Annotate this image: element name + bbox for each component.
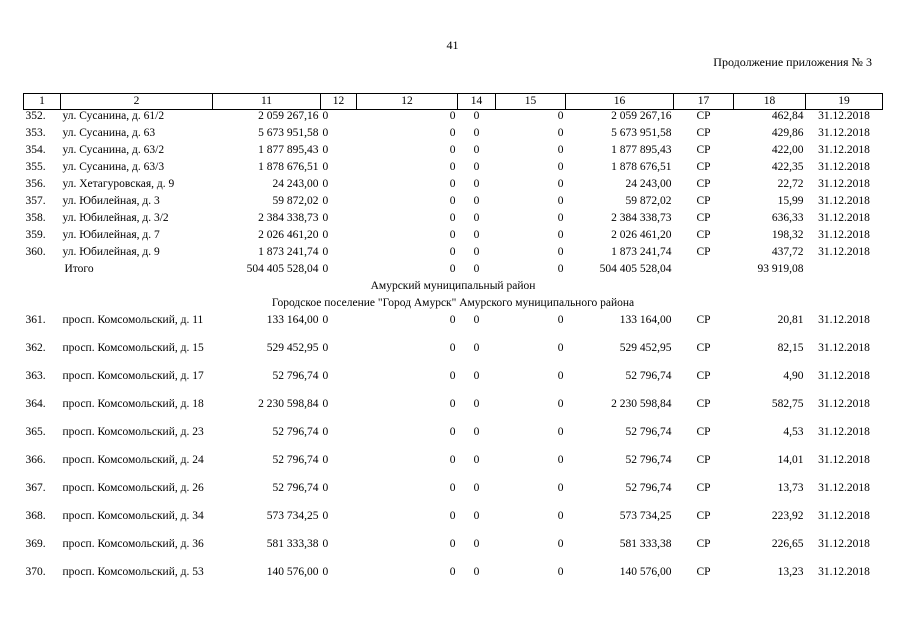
cell-amount: 140 576,00: [619, 566, 672, 578]
cell-value: 0: [557, 566, 564, 578]
cell-address: ул. Юбилейная, д. 7: [62, 229, 160, 241]
cell-value: 0: [557, 510, 564, 522]
cell-value: 0: [557, 195, 564, 207]
settlement-heading: Городское поселение "Город Амурск" Амурского муниципального района: [271, 297, 635, 309]
cell-row-number: 353.: [25, 127, 46, 139]
cell-value: 0: [322, 246, 329, 258]
cell-value: 0: [473, 246, 480, 258]
cell-row-number: 370.: [25, 566, 46, 578]
cell-category: СР: [696, 144, 711, 156]
cell-category: СР: [696, 246, 711, 258]
cell-amount: 5 673 951,58: [611, 127, 672, 139]
cell-area: 13,73: [777, 482, 804, 494]
cell-value: 0: [473, 127, 480, 139]
cell-value: 0: [322, 454, 329, 466]
col-header: 14: [458, 94, 496, 110]
cell-row-number: 365.: [25, 426, 46, 438]
cell-value: 0: [557, 482, 564, 494]
table-row: [24, 178, 883, 195]
cell-area: 582,75: [771, 398, 804, 410]
cell-date: 31.12.2018: [818, 538, 870, 550]
cell-address: ул. Юбилейная, д. 3/2: [62, 212, 169, 224]
cell-value: 0: [449, 178, 456, 190]
cell-date: 31.12.2018: [818, 161, 870, 173]
cell-category: СР: [696, 229, 711, 241]
cell-value: 0: [322, 398, 329, 410]
cell-category: СР: [696, 110, 711, 122]
cell-value: 0: [473, 161, 480, 173]
total-cell: [674, 263, 734, 280]
cell-category: СР: [696, 161, 711, 173]
col-header: 2: [61, 94, 213, 110]
appendix-note: Продолжение приложения № 3: [713, 55, 872, 69]
col-header: 11: [213, 94, 321, 110]
district-heading: Амурский муниципальный район: [370, 280, 536, 292]
cell-value: 0: [473, 566, 480, 578]
cell-address: просп. Комсомольский, д. 18: [62, 398, 204, 410]
cell-amount: 52 796,74: [272, 482, 319, 494]
cell-address: просп. Комсомольский, д. 11: [62, 314, 204, 326]
cell-area: 636,33: [771, 212, 804, 224]
cell-area: 226,65: [771, 538, 804, 550]
cell-value: 0: [557, 538, 564, 550]
cell-area: 14,01: [777, 454, 804, 466]
cell-amount: 52 796,74: [625, 482, 672, 494]
table-row: [24, 144, 883, 161]
cell-amount: 2 026 461,20: [258, 229, 319, 241]
cell-amount: 5 673 951,58: [258, 127, 319, 139]
cell-address: просп. Комсомольский, д. 53: [62, 566, 204, 578]
cell-amount: 573 734,25: [266, 510, 319, 522]
cell-category: СР: [696, 342, 711, 354]
cell-category: СР: [696, 314, 711, 326]
cell-amount: 133 164,00: [266, 314, 319, 326]
cell-amount: 2 384 338,73: [611, 212, 672, 224]
cell-amount: 2 059 267,16: [611, 110, 672, 122]
cell-value: 0: [473, 538, 480, 550]
cell-value: 0: [473, 212, 480, 224]
cell-address: ул. Юбилейная, д. 9: [62, 246, 160, 258]
cell-value: 0: [557, 127, 564, 139]
cell-value: 0: [322, 127, 329, 139]
total-cell: [24, 263, 61, 280]
cell-value: 0: [322, 370, 329, 382]
cell-value: 0: [322, 426, 329, 438]
cell-value: 0: [449, 314, 456, 326]
cell-category: СР: [696, 538, 711, 550]
cell-value: 0: [449, 246, 456, 258]
cell-value: 0: [322, 144, 329, 156]
cell-address: ул. Сусанина, д. 63/2: [62, 144, 165, 156]
cell-address: ул. Сусанина, д. 61/2: [62, 110, 165, 122]
cell-amount: 52 796,74: [625, 370, 672, 382]
cell-amount: 52 796,74: [625, 454, 672, 466]
cell-area: 429,86: [771, 127, 804, 139]
cell-date: 31.12.2018: [818, 127, 870, 139]
table-row: [24, 538, 883, 566]
cell-address: ул. Сусанина, д. 63: [62, 127, 156, 139]
cell-value: 0: [557, 398, 564, 410]
cell-date: 31.12.2018: [818, 510, 870, 522]
cell-date: 31.12.2018: [818, 398, 870, 410]
data-table: [23, 93, 883, 594]
cell-date: 31.12.2018: [818, 426, 870, 438]
cell-row-number: 356.: [25, 178, 46, 190]
total-cell: [806, 263, 883, 280]
table-row: [24, 482, 883, 510]
cell-value: 0: [322, 161, 329, 173]
col-header: 12: [321, 94, 357, 110]
cell-value: 0: [449, 110, 456, 122]
cell-date: 31.12.2018: [818, 454, 870, 466]
cell-row-number: 367.: [25, 482, 46, 494]
table-row: [24, 212, 883, 229]
total-cell: 0: [557, 263, 564, 275]
cell-value: 0: [473, 178, 480, 190]
cell-row-number: 363.: [25, 370, 46, 382]
cell-row-number: 362.: [25, 342, 46, 354]
cell-row-number: 369.: [25, 538, 46, 550]
cell-value: 0: [449, 127, 456, 139]
col-header: 1: [24, 94, 61, 110]
cell-value: 0: [449, 426, 456, 438]
cell-value: 0: [557, 212, 564, 224]
cell-area: 22,72: [777, 178, 804, 190]
cell-value: 0: [557, 161, 564, 173]
cell-date: 31.12.2018: [818, 246, 870, 258]
cell-value: 0: [449, 482, 456, 494]
cell-amount: 1 877 895,43: [258, 144, 319, 156]
total-cell: 0: [449, 263, 456, 275]
col-header: 18: [734, 94, 806, 110]
total-row: [24, 263, 883, 280]
cell-value: 0: [449, 566, 456, 578]
cell-value: 0: [557, 229, 564, 241]
table-row: [24, 246, 883, 263]
cell-value: 0: [449, 398, 456, 410]
cell-value: 0: [449, 538, 456, 550]
cell-address: просп. Комсомольский, д. 36: [62, 538, 204, 550]
cell-date: 31.12.2018: [818, 212, 870, 224]
cell-amount: 529 452,95: [619, 342, 672, 354]
cell-value: 0: [557, 110, 564, 122]
cell-amount: 2 230 598,84: [258, 398, 319, 410]
cell-category: СР: [696, 178, 711, 190]
cell-category: СР: [696, 454, 711, 466]
table-row: [24, 370, 883, 398]
cell-date: 31.12.2018: [818, 195, 870, 207]
total-cell: 93 919,08: [757, 263, 804, 275]
cell-amount: 59 872,02: [272, 195, 319, 207]
table-row: [24, 342, 883, 370]
cell-category: СР: [696, 426, 711, 438]
col-header: 15: [496, 94, 566, 110]
table-row: [24, 195, 883, 212]
cell-amount: 2 230 598,84: [611, 398, 672, 410]
cell-value: 0: [322, 212, 329, 224]
cell-value: 0: [557, 370, 564, 382]
cell-value: 0: [557, 144, 564, 156]
total-cell: 0: [473, 263, 480, 275]
cell-row-number: 360.: [25, 246, 46, 258]
cell-area: 4,90: [783, 370, 804, 382]
cell-row-number: 364.: [25, 398, 46, 410]
cell-amount: 1 877 895,43: [611, 144, 672, 156]
cell-category: СР: [696, 482, 711, 494]
header-row: [24, 94, 883, 110]
cell-amount: 133 164,00: [619, 314, 672, 326]
table-row: [24, 510, 883, 538]
col-header: 16: [566, 94, 674, 110]
total-cell: 0: [322, 263, 329, 275]
cell-value: 0: [449, 144, 456, 156]
cell-date: 31.12.2018: [818, 566, 870, 578]
cell-row-number: 361.: [25, 314, 46, 326]
district-row: [24, 280, 883, 297]
cell-amount: 2 026 461,20: [611, 229, 672, 241]
cell-value: 0: [557, 246, 564, 258]
cell-value: 0: [473, 144, 480, 156]
cell-row-number: 354.: [25, 144, 46, 156]
cell-amount: 2 384 338,73: [258, 212, 319, 224]
cell-area: 13,23: [777, 566, 804, 578]
cell-amount: 24 243,00: [272, 178, 319, 190]
cell-row-number: 358.: [25, 212, 46, 224]
cell-area: 4,53: [783, 426, 804, 438]
cell-value: 0: [473, 314, 480, 326]
cell-area: 198,32: [771, 229, 804, 241]
cell-value: 0: [322, 314, 329, 326]
cell-value: 0: [322, 510, 329, 522]
cell-amount: 52 796,74: [272, 426, 319, 438]
cell-amount: 52 796,74: [625, 426, 672, 438]
cell-area: 437,72: [771, 246, 804, 258]
cell-amount: 573 734,25: [619, 510, 672, 522]
page-number: 41: [446, 38, 459, 52]
cell-value: 0: [322, 482, 329, 494]
cell-address: ул. Хетагуровская, д. 9: [62, 178, 175, 190]
cell-area: 82,15: [777, 342, 804, 354]
cell-address: ул. Юбилейная, д. 3: [62, 195, 160, 207]
cell-value: 0: [449, 161, 456, 173]
cell-row-number: 352.: [25, 110, 46, 122]
cell-category: СР: [696, 195, 711, 207]
cell-value: 0: [449, 195, 456, 207]
cell-amount: 2 059 267,16: [258, 110, 319, 122]
cell-value: 0: [449, 342, 456, 354]
cell-amount: 1 873 241,74: [611, 246, 672, 258]
cell-amount: 581 333,38: [266, 538, 319, 550]
cell-value: 0: [557, 454, 564, 466]
table-row: [24, 566, 883, 594]
cell-area: 223,92: [771, 510, 804, 522]
cell-area: 462,84: [771, 110, 804, 122]
total-cell: 504 405 528,04: [246, 263, 319, 275]
total-label: Итого: [64, 263, 94, 275]
cell-amount: 581 333,38: [619, 538, 672, 550]
cell-date: 31.12.2018: [818, 178, 870, 190]
cell-category: СР: [696, 510, 711, 522]
cell-value: 0: [322, 342, 329, 354]
cell-value: 0: [473, 195, 480, 207]
cell-amount: 52 796,74: [272, 454, 319, 466]
cell-value: 0: [557, 178, 564, 190]
cell-value: 0: [557, 426, 564, 438]
cell-category: СР: [696, 398, 711, 410]
cell-date: 31.12.2018: [818, 482, 870, 494]
cell-value: 0: [473, 510, 480, 522]
cell-value: 0: [322, 110, 329, 122]
cell-address: просп. Комсомольский, д. 15: [62, 342, 204, 354]
cell-date: 31.12.2018: [818, 229, 870, 241]
total-cell: 504 405 528,04: [599, 263, 672, 275]
cell-area: 422,35: [771, 161, 804, 173]
cell-row-number: 355.: [25, 161, 46, 173]
cell-value: 0: [473, 229, 480, 241]
cell-address: просп. Комсомольский, д. 24: [62, 454, 204, 466]
cell-area: 20,81: [777, 314, 804, 326]
cell-category: СР: [696, 127, 711, 139]
cell-value: 0: [473, 426, 480, 438]
cell-date: 31.12.2018: [818, 370, 870, 382]
cell-row-number: 357.: [25, 195, 46, 207]
cell-value: 0: [473, 370, 480, 382]
table-row: [24, 161, 883, 178]
cell-date: 31.12.2018: [818, 342, 870, 354]
cell-value: 0: [322, 195, 329, 207]
cell-value: 0: [473, 110, 480, 122]
cell-value: 0: [473, 482, 480, 494]
table-row: [24, 110, 883, 128]
cell-value: 0: [449, 510, 456, 522]
cell-value: 0: [449, 454, 456, 466]
cell-date: 31.12.2018: [818, 110, 870, 122]
cell-value: 0: [449, 212, 456, 224]
cell-address: ул. Сусанина, д. 63/3: [62, 161, 165, 173]
cell-amount: 140 576,00: [266, 566, 319, 578]
table-row: [24, 229, 883, 246]
cell-value: 0: [322, 566, 329, 578]
cell-amount: 59 872,02: [625, 195, 672, 207]
cell-category: СР: [696, 566, 711, 578]
cell-row-number: 359.: [25, 229, 46, 241]
table-row: [24, 398, 883, 426]
col-header: 12: [357, 94, 458, 110]
cell-address: просп. Комсомольский, д. 23: [62, 426, 204, 438]
cell-row-number: 366.: [25, 454, 46, 466]
cell-value: 0: [449, 229, 456, 241]
cell-category: СР: [696, 212, 711, 224]
cell-amount: 1 878 676,51: [611, 161, 672, 173]
cell-value: 0: [322, 178, 329, 190]
cell-value: 0: [557, 342, 564, 354]
cell-date: 31.12.2018: [818, 144, 870, 156]
cell-amount: 529 452,95: [266, 342, 319, 354]
cell-area: 422,00: [771, 144, 804, 156]
table-row: [24, 314, 883, 342]
cell-category: СР: [696, 370, 711, 382]
cell-value: 0: [473, 398, 480, 410]
cell-area: 15,99: [777, 195, 804, 207]
cell-amount: 1 873 241,74: [258, 246, 319, 258]
table-row: [24, 454, 883, 482]
col-header: 17: [674, 94, 734, 110]
cell-address: просп. Комсомольский, д. 34: [62, 510, 204, 522]
cell-amount: 24 243,00: [625, 178, 672, 190]
cell-amount: 52 796,74: [272, 370, 319, 382]
cell-date: 31.12.2018: [818, 314, 870, 326]
cell-value: 0: [449, 370, 456, 382]
cell-row-number: 368.: [25, 510, 46, 522]
cell-amount: 1 878 676,51: [258, 161, 319, 173]
cell-value: 0: [557, 314, 564, 326]
cell-value: 0: [322, 538, 329, 550]
settlement-row: [24, 297, 883, 314]
table-row: [24, 426, 883, 454]
col-header: 19: [806, 94, 883, 110]
cell-address: просп. Комсомольский, д. 17: [62, 370, 204, 382]
cell-value: 0: [473, 454, 480, 466]
cell-value: 0: [473, 342, 480, 354]
cell-address: просп. Комсомольский, д. 26: [62, 482, 204, 494]
table-row: [24, 127, 883, 144]
cell-value: 0: [322, 229, 329, 241]
